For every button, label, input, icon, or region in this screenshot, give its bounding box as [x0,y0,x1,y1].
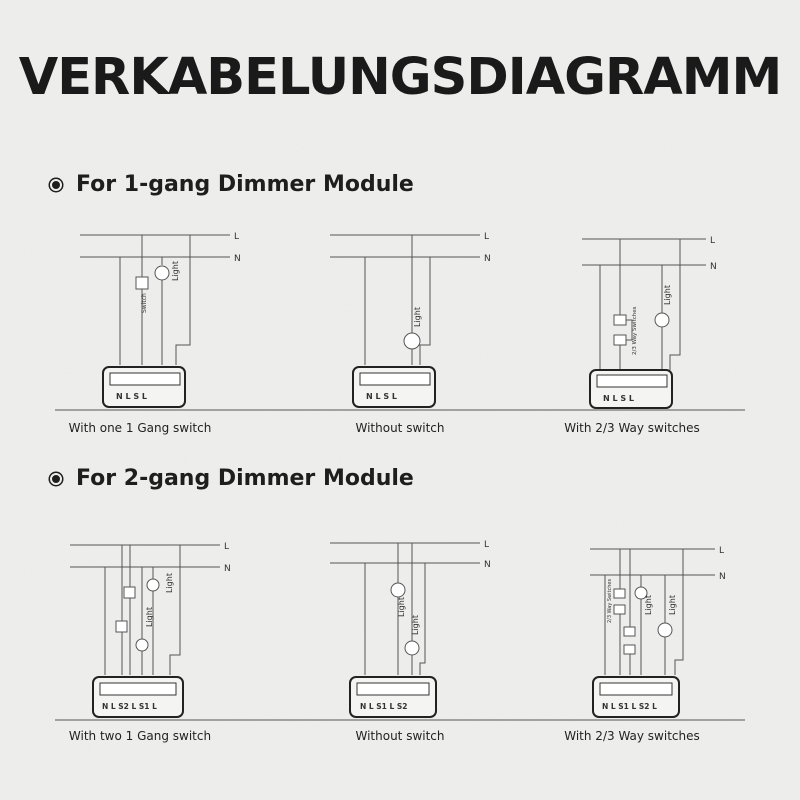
caption-2gang-way-switches: With 2/3 Way switches [564,729,700,743]
caption-1gang-no-switch: Without switch [355,421,445,435]
section-heading-text: For 1-gang Dimmer Module [76,172,414,197]
light-bulb-icon [136,639,148,651]
svg-text:N: N [710,262,717,272]
caption-2gang-two-switches: With two 1 Gang switch [68,729,212,743]
wire-label-n: N [234,254,241,264]
svg-text:Light: Light [644,595,653,615]
light-bulb-icon [405,641,419,655]
switch-label: Switch [141,293,148,313]
svg-text:Light: Light [668,595,677,615]
light-bulb-icon [404,333,420,349]
svg-text:Light: Light [411,615,420,635]
svg-text:L: L [710,236,716,246]
light-bulb-icon [391,583,405,597]
svg-text:N L S1 L S2 L: N L S1 L S2 L [602,702,657,711]
light-bulb-icon [655,313,669,327]
switch-icon [116,621,127,632]
way-switch-icon [614,315,626,325]
way-switch-icon [624,627,635,636]
svg-text:Light: Light [397,597,406,617]
diagram-2gang-way-switches [575,535,765,725]
terminal-labels: N L S L [116,392,148,401]
svg-text:Light: Light [165,573,174,593]
svg-text:2/3 Way Switches: 2/3 Way Switches [632,306,638,355]
svg-text:L: L [224,542,230,552]
light-label: Light [171,261,180,281]
light-bulb-icon [155,266,169,280]
switch-icon [136,277,148,289]
section-heading-text: For 2-gang Dimmer Module [76,466,414,491]
diagram-1gang-one-switch [70,225,250,415]
svg-text:N L S1 L S2: N L S1 L S2 [360,702,408,711]
way-switch-icon [614,589,625,598]
way-switch-icon [614,335,626,345]
svg-text:Light: Light [663,285,672,305]
svg-text:N L S L: N L S L [366,392,398,401]
svg-text:L: L [719,546,725,556]
caption-1gang-one-switch: With one 1 Gang switch [68,421,212,435]
svg-text:Light: Light [145,607,154,627]
caption-1gang-way-switches: With 2/3 Way switches [564,421,700,435]
diagram-2gang-no-switch [320,535,510,725]
svg-text:Light: Light [413,307,422,327]
svg-text:N: N [484,560,491,570]
svg-text:N: N [719,572,726,582]
svg-text:N: N [224,564,231,574]
svg-text:L: L [484,540,490,550]
way-switch-icon [614,605,625,614]
switch-icon [124,587,135,598]
svg-text:L: L [484,232,490,242]
light-bulb-icon [658,623,672,637]
svg-text:2/3 Way Switches: 2/3 Way Switches [607,578,613,623]
light-bulb-icon [147,579,159,591]
diagram-2gang-two-switches [60,535,250,725]
svg-text:N: N [484,254,491,264]
svg-text:N L S L: N L S L [603,394,635,403]
diagram-1gang-way-switches [570,225,750,415]
page-title: VERKABELUNGSDIAGRAMM [18,48,782,107]
way-switch-icon [624,645,635,654]
wire-label-l: L [234,232,240,242]
svg-text:N L S2 L S1 L: N L S2 L S1 L [102,702,157,711]
diagram-1gang-no-switch [320,225,500,415]
caption-2gang-no-switch: Without switch [355,729,445,743]
